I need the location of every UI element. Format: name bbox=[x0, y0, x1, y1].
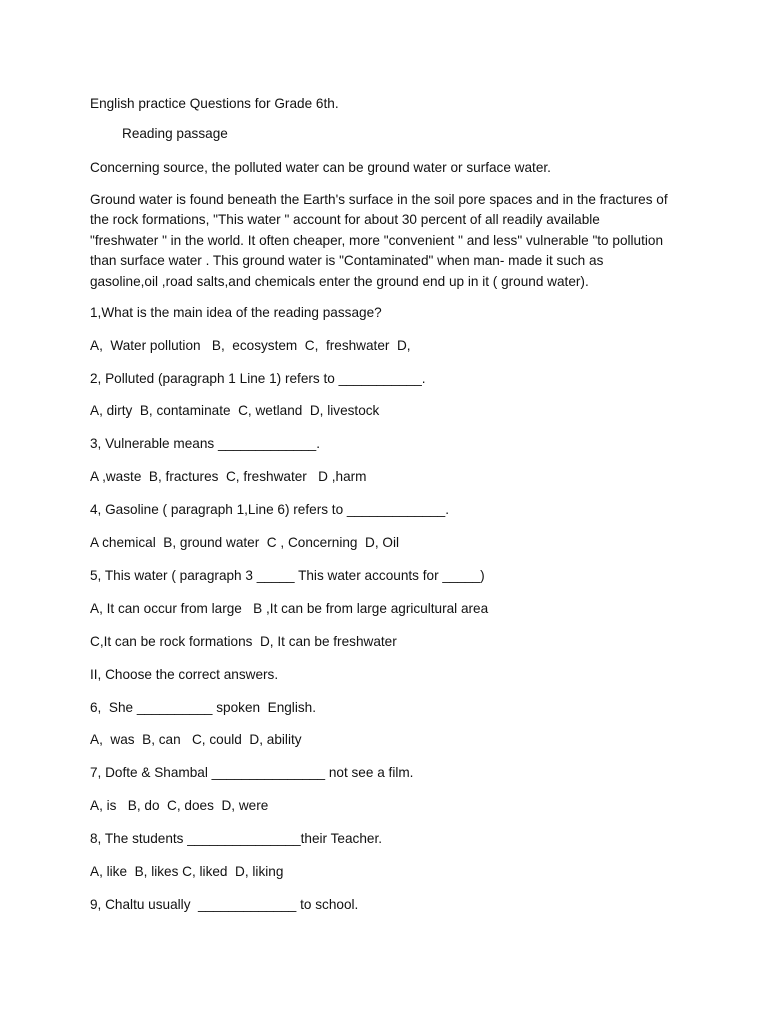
question-7: 7, Dofte & Shambal _______________ not see a film. bbox=[90, 765, 414, 780]
document-title: English practice Questions for Grade 6th. bbox=[90, 96, 339, 111]
question-3: 3, Vulnerable means _____________. bbox=[90, 436, 321, 451]
section-2-heading: II, Choose the correct answers. bbox=[90, 667, 279, 682]
question-2: 2, Polluted (paragraph 1 Line 1) refers to ___________. bbox=[90, 371, 426, 386]
answer-options-5b: C,It can be rock formations D, It can be freshwater bbox=[90, 634, 397, 649]
answer-options-1: A, Water pollution B, ecosystem C, freshwater D, bbox=[90, 338, 411, 353]
answer-options-5a: A, It can occur from large B ,It can be from large agricultural area bbox=[90, 601, 489, 616]
answer-options-2: A, dirty B, contaminate C, wetland D, livestock bbox=[90, 403, 380, 418]
question-4: 4, Gasoline ( paragraph 1,Line 6) refers to _____________. bbox=[90, 502, 449, 517]
answer-options-3: A ,waste B, fractures C, freshwater D ,harm bbox=[90, 469, 367, 484]
passage-line: than surface water . This ground water is "Contaminated" when man- made it such as bbox=[90, 253, 604, 269]
section-heading: Reading passage bbox=[122, 126, 228, 141]
passage-line: gasoline,oil ,road salts,and chemicals enter the ground end up in it ( ground water). bbox=[90, 273, 589, 289]
question-1: 1,What is the main idea of the reading passage? bbox=[90, 305, 382, 320]
intro-sentence: Concerning source, the polluted water can be ground water or surface water. bbox=[90, 160, 551, 175]
question-5: 5, This water ( paragraph 3 _____ This water accounts for _____) bbox=[90, 568, 485, 583]
answer-options-7: A, is B, do C, does D, were bbox=[90, 798, 269, 813]
answer-options-6: A, was B, can C, could D, ability bbox=[90, 732, 302, 747]
answer-options-4: A chemical B, ground water C , Concerning D, Oil bbox=[90, 535, 400, 550]
passage-line: "freshwater " in the world. It often cheaper, more "convenient " and less" vulnerable "to pollution bbox=[90, 232, 664, 248]
question-6: 6, She __________ spoken English. bbox=[90, 700, 316, 715]
answer-options-8: A, like B, likes C, liked D, liking bbox=[90, 864, 284, 879]
passage-line: Ground water is found beneath the Earth's surface in the soil pore spaces and in the fractures of bbox=[90, 192, 668, 207]
passage-line: the rock formations, "This water " account for about 30 percent of all readily available bbox=[90, 212, 600, 228]
question-8: 8, The students _______________their Teacher. bbox=[90, 831, 382, 846]
reading-passage bbox=[90, 190, 690, 292]
question-9: 9, Chaltu usually _____________ to school. bbox=[90, 897, 359, 912]
